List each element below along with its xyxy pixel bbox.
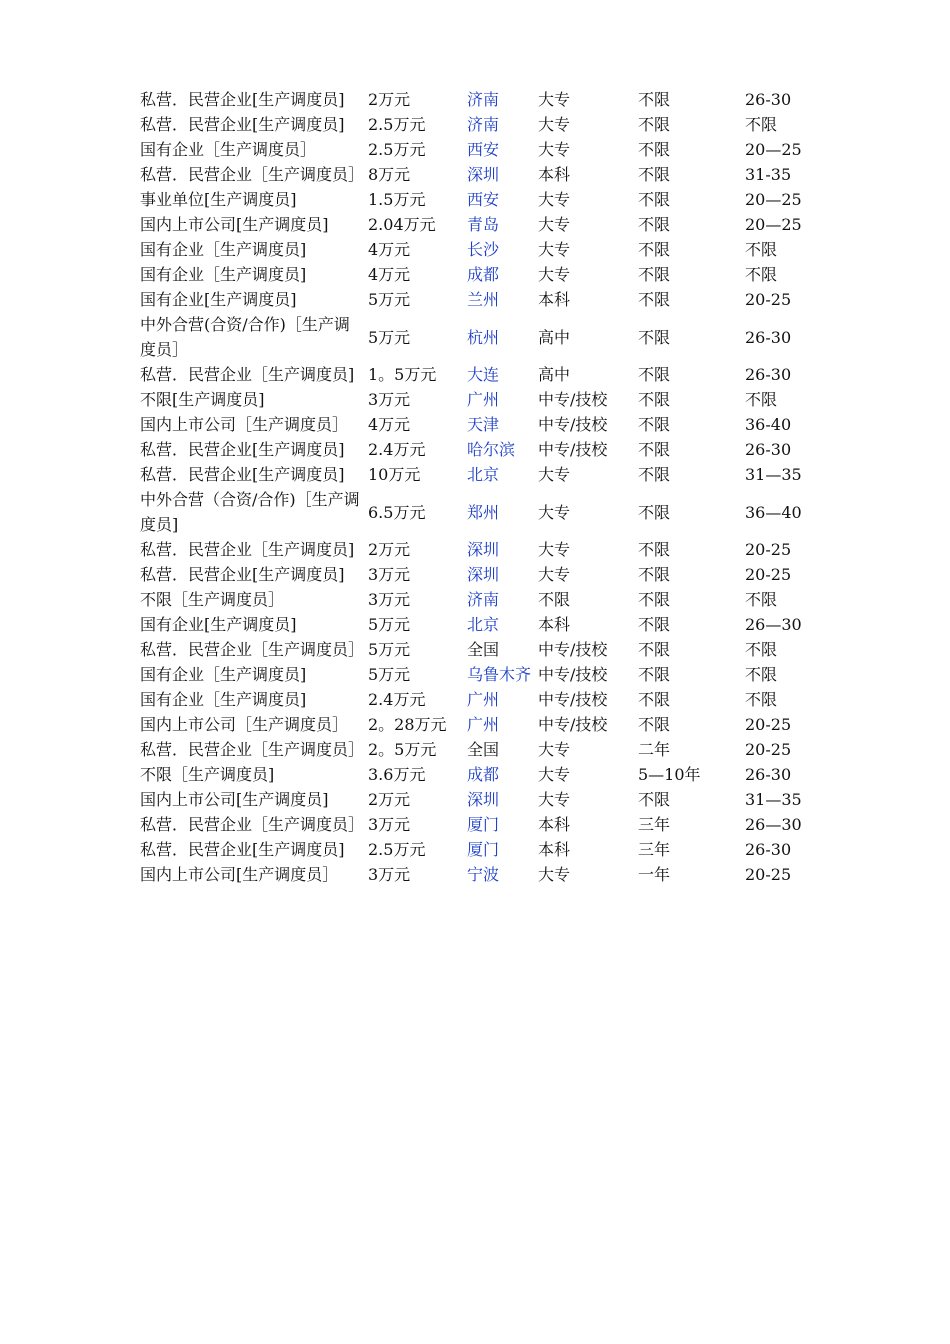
company-type-cell: 私营．民营企业［生产调度员］ <box>140 165 365 184</box>
city-link[interactable]: 北京 <box>467 615 500 634</box>
city-link[interactable]: 大连 <box>467 365 500 384</box>
age-cell: 不限 <box>745 590 778 609</box>
city-cell: 全国 <box>467 640 500 659</box>
education-cell: 大专 <box>538 190 571 209</box>
education-cell: 中专/技校 <box>538 715 608 734</box>
salary-cell: 2.5万元 <box>368 840 426 859</box>
city-link[interactable]: 哈尔滨 <box>467 440 516 459</box>
job-listing-table <box>137 87 827 887</box>
city-link[interactable]: 西安 <box>467 190 500 209</box>
company-type-cell: 不限［生产调度员] <box>140 765 275 784</box>
table-row <box>137 612 827 637</box>
education-cell: 大专 <box>538 465 571 484</box>
city-link[interactable]: 深圳 <box>467 565 500 584</box>
salary-cell: 3万元 <box>368 565 411 584</box>
age-cell: 26—30 <box>745 615 802 634</box>
company-type-cell: 国有企业［生产调度员] <box>140 265 307 284</box>
salary-cell: 1。5万元 <box>368 365 437 384</box>
city-link[interactable]: 郑州 <box>467 502 500 522</box>
education-cell: 大专 <box>538 240 571 259</box>
age-cell: 20-25 <box>745 740 792 759</box>
experience-cell: 不限 <box>638 502 671 522</box>
age-cell: 26-30 <box>745 765 792 784</box>
education-cell: 中专/技校 <box>538 665 608 684</box>
company-type-cell: 私营．民营企业［生产调度员］ <box>140 640 365 659</box>
table-row <box>137 637 827 662</box>
experience-cell: 不限 <box>638 215 671 234</box>
company-type-cell: 国有企业［生产调度员] <box>140 665 307 684</box>
experience-cell: 不限 <box>638 565 671 584</box>
experience-cell: 二年 <box>638 740 671 759</box>
salary-cell: 10万元 <box>368 465 421 484</box>
salary-cell: 3.6万元 <box>368 765 426 784</box>
experience-cell: 不限 <box>638 715 671 734</box>
salary-cell: 3万元 <box>368 590 411 609</box>
city-link[interactable]: 成都 <box>467 265 500 284</box>
table-row <box>137 737 827 762</box>
age-cell: 31—35 <box>745 465 802 484</box>
company-type-cell: 私营．民营企业［生产调度员］ <box>140 815 365 834</box>
company-type-cell: 国有企业［生产调度员] <box>140 690 307 709</box>
company-type-cell: 私营．民营企业[生产调度员] <box>140 565 345 584</box>
company-type-cell: 国内上市公司［生产调度员］ <box>140 715 349 734</box>
experience-cell: 不限 <box>638 365 671 384</box>
company-type-cell: 私营．民营企业[生产调度员] <box>140 115 345 134</box>
table-row <box>137 262 827 287</box>
age-cell: 26-30 <box>745 90 792 109</box>
education-cell: 大专 <box>538 865 571 884</box>
table-row <box>137 837 827 862</box>
education-cell: 中专/技校 <box>538 390 608 409</box>
age-cell: 20—25 <box>745 190 802 209</box>
city-link[interactable]: 宁波 <box>467 865 500 884</box>
education-cell: 本科 <box>538 165 571 184</box>
table-row <box>137 87 827 112</box>
age-cell: 不限 <box>745 115 778 134</box>
city-link[interactable]: 北京 <box>467 465 500 484</box>
education-cell: 中专/技校 <box>538 415 608 434</box>
company-type-cell: 国有企业[生产调度员] <box>140 615 297 634</box>
table-row <box>137 162 827 187</box>
table-row <box>137 412 827 437</box>
table-row <box>137 712 827 737</box>
age-cell: 26—30 <box>745 815 802 834</box>
city-link[interactable]: 深圳 <box>467 165 500 184</box>
experience-cell: 不限 <box>638 390 671 409</box>
education-cell: 大专 <box>538 215 571 234</box>
experience-cell: 不限 <box>638 190 671 209</box>
education-cell: 大专 <box>538 265 571 284</box>
company-type-cell: 中外合营（合资/合作)［生产调度员] <box>140 490 360 534</box>
company-type-cell: 国有企业［生产调度员］ <box>140 140 317 159</box>
salary-cell: 4万元 <box>368 240 411 259</box>
education-cell: 中专/技校 <box>538 440 608 459</box>
age-cell: 不限 <box>745 665 778 684</box>
age-cell: 20-25 <box>745 865 792 884</box>
education-cell: 本科 <box>538 840 571 859</box>
table-row <box>137 212 827 237</box>
education-cell: 大专 <box>538 765 571 784</box>
table-row <box>137 362 827 387</box>
experience-cell: 不限 <box>638 590 671 609</box>
city-link[interactable]: 深圳 <box>467 540 500 559</box>
education-cell: 高中 <box>538 365 571 384</box>
education-cell: 大专 <box>538 565 571 584</box>
company-type-cell: 私营．民营企业[生产调度员] <box>140 440 345 459</box>
experience-cell: 不限 <box>638 690 671 709</box>
table-row <box>137 312 827 362</box>
salary-cell: 5万元 <box>368 327 411 347</box>
salary-cell: 5万元 <box>368 640 411 659</box>
table-row <box>137 562 827 587</box>
city-link[interactable]: 兰州 <box>467 290 500 309</box>
table-row <box>137 662 827 687</box>
age-cell: 31—35 <box>745 790 802 809</box>
table-row <box>137 687 827 712</box>
table-row <box>137 787 827 812</box>
city-link[interactable]: 广州 <box>467 390 500 409</box>
education-cell: 本科 <box>538 815 571 834</box>
age-cell: 不限 <box>745 240 778 259</box>
company-type-cell: 私营．民营企业［生产调度员］ <box>140 740 365 759</box>
age-cell: 26-30 <box>745 440 792 459</box>
company-type-cell: 国内上市公司[生产调度员] <box>140 790 329 809</box>
age-cell: 20-25 <box>745 540 792 559</box>
company-type-cell: 中外合营(合资/合作)［生产调度员］ <box>140 315 350 359</box>
experience-cell: 不限 <box>638 465 671 484</box>
education-cell: 大专 <box>538 740 571 759</box>
table-row <box>137 862 827 887</box>
experience-cell: 不限 <box>638 640 671 659</box>
table-row <box>137 487 827 537</box>
experience-cell: 不限 <box>638 790 671 809</box>
company-type-cell: 国内上市公司[生产调度员] <box>140 215 329 234</box>
company-type-cell: 不限[生产调度员] <box>140 390 265 409</box>
company-type-cell: 私营．民营企业[生产调度员] <box>140 840 345 859</box>
experience-cell: 不限 <box>638 140 671 159</box>
education-cell: 大专 <box>538 90 571 109</box>
table-row <box>137 812 827 837</box>
city-link[interactable]: 天津 <box>467 415 500 434</box>
company-type-cell: 事业单位[生产调度员] <box>140 190 297 209</box>
table-row <box>137 437 827 462</box>
salary-cell: 3万元 <box>368 815 411 834</box>
job-rows <box>137 87 827 887</box>
experience-cell: 不限 <box>638 440 671 459</box>
experience-cell: 不限 <box>638 265 671 284</box>
education-cell: 大专 <box>538 140 571 159</box>
salary-cell: 2.5万元 <box>368 115 426 134</box>
experience-cell: 不限 <box>638 665 671 684</box>
age-cell: 26-30 <box>745 365 792 384</box>
city-link[interactable]: 济南 <box>467 115 500 134</box>
education-cell: 不限 <box>538 590 571 609</box>
salary-cell: 2.04万元 <box>368 215 436 234</box>
experience-cell: 不限 <box>638 90 671 109</box>
education-cell: 大专 <box>538 502 571 522</box>
city-link[interactable]: 厦门 <box>467 815 500 834</box>
company-type-cell: 私营．民营企业[生产调度员] <box>140 90 345 109</box>
company-type-cell: 私营．民营企业［生产调度员] <box>140 540 355 559</box>
age-cell: 26-30 <box>745 327 792 347</box>
age-cell: 20—25 <box>745 215 802 234</box>
salary-cell: 5万元 <box>368 665 411 684</box>
table-row <box>137 762 827 787</box>
experience-cell: 不限 <box>638 165 671 184</box>
education-cell: 中专/技校 <box>538 640 608 659</box>
experience-cell: 三年 <box>638 815 671 834</box>
city-link[interactable]: 成都 <box>467 765 500 784</box>
city-link[interactable]: 乌鲁木齐 <box>467 665 532 684</box>
company-type-cell: 国有企业［生产调度员] <box>140 240 307 259</box>
company-type-cell: 不限［生产调度员］ <box>140 590 285 609</box>
education-cell: 高中 <box>538 327 571 347</box>
salary-cell: 2.5万元 <box>368 140 426 159</box>
experience-cell: 5—10年 <box>638 765 701 784</box>
age-cell: 不限 <box>745 265 778 284</box>
salary-cell: 6.5万元 <box>368 502 426 522</box>
experience-cell: 不限 <box>638 290 671 309</box>
education-cell: 大专 <box>538 790 571 809</box>
age-cell: 不限 <box>745 690 778 709</box>
city-link[interactable]: 深圳 <box>467 790 500 809</box>
salary-cell: 2万元 <box>368 790 411 809</box>
salary-cell: 1.5万元 <box>368 190 426 209</box>
age-cell: 31-35 <box>745 165 792 184</box>
city-link[interactable]: 广州 <box>467 690 500 709</box>
experience-cell: 不限 <box>638 115 671 134</box>
city-link[interactable]: 青岛 <box>467 215 500 234</box>
table-row <box>137 237 827 262</box>
experience-cell: 不限 <box>638 540 671 559</box>
education-cell: 本科 <box>538 290 571 309</box>
education-cell: 中专/技校 <box>538 690 608 709</box>
company-type-cell: 国内上市公司［生产调度员］ <box>140 415 349 434</box>
salary-cell: 5万元 <box>368 290 411 309</box>
age-cell: 20-25 <box>745 290 792 309</box>
table-row <box>137 137 827 162</box>
city-cell: 全国 <box>467 740 500 759</box>
age-cell: 20-25 <box>745 565 792 584</box>
city-link[interactable]: 西安 <box>467 140 500 159</box>
city-link[interactable]: 济南 <box>467 90 500 109</box>
city-link[interactable]: 广州 <box>467 715 500 734</box>
table-row <box>137 462 827 487</box>
salary-cell: 3万元 <box>368 865 411 884</box>
salary-cell: 2.4万元 <box>368 440 426 459</box>
table-row <box>137 587 827 612</box>
experience-cell: 不限 <box>638 615 671 634</box>
table-row <box>137 112 827 137</box>
age-cell: 20—25 <box>745 140 802 159</box>
salary-cell: 2万元 <box>368 540 411 559</box>
salary-cell: 4万元 <box>368 265 411 284</box>
age-cell: 36-40 <box>745 415 792 434</box>
salary-cell: 5万元 <box>368 615 411 634</box>
experience-cell: 不限 <box>638 240 671 259</box>
experience-cell: 三年 <box>638 840 671 859</box>
salary-cell: 3万元 <box>368 390 411 409</box>
education-cell: 大专 <box>538 540 571 559</box>
company-type-cell: 国内上市公司[生产调度员］ <box>140 865 339 884</box>
age-cell: 26-30 <box>745 840 792 859</box>
city-link[interactable]: 济南 <box>467 590 500 609</box>
experience-cell: 不限 <box>638 415 671 434</box>
company-type-cell: 国有企业[生产调度员] <box>140 290 297 309</box>
experience-cell: 不限 <box>638 327 671 347</box>
age-cell: 36—40 <box>745 502 802 522</box>
company-type-cell: 私营．民营企业[生产调度员] <box>140 465 345 484</box>
city-link[interactable]: 杭州 <box>467 327 500 347</box>
experience-cell: 一年 <box>638 865 671 884</box>
salary-cell: 2万元 <box>368 90 411 109</box>
education-cell: 大专 <box>538 115 571 134</box>
salary-cell: 2。28万元 <box>368 715 447 734</box>
age-cell: 不限 <box>745 640 778 659</box>
salary-cell: 2.4万元 <box>368 690 426 709</box>
education-cell: 本科 <box>538 615 571 634</box>
age-cell: 20-25 <box>745 715 792 734</box>
company-type-cell: 私营．民营企业［生产调度员] <box>140 365 355 384</box>
table-row <box>137 387 827 412</box>
table-row <box>137 537 827 562</box>
salary-cell: 8万元 <box>368 165 411 184</box>
table-row <box>137 287 827 312</box>
city-link[interactable]: 厦门 <box>467 840 500 859</box>
city-link[interactable]: 长沙 <box>467 240 500 259</box>
salary-cell: 4万元 <box>368 415 411 434</box>
age-cell: 不限 <box>745 390 778 409</box>
table-row <box>137 187 827 212</box>
salary-cell: 2。5万元 <box>368 740 437 759</box>
